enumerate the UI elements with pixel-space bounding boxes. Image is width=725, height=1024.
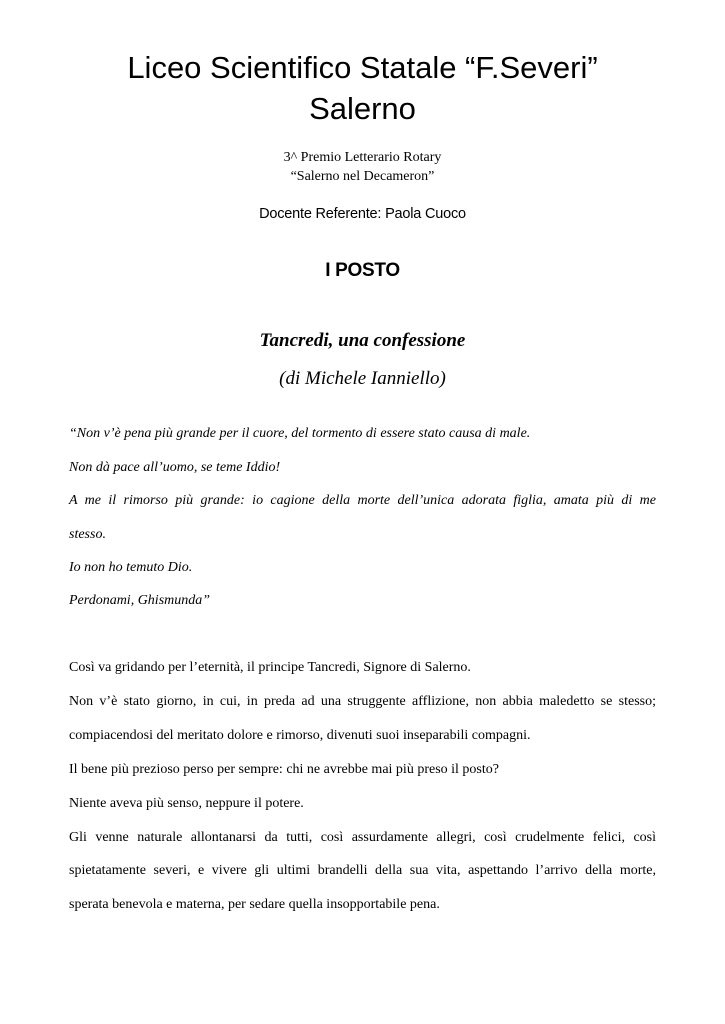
quote-line: “Non v’è pena più grande per il cuore, del tormento di essere stato causa di male. — [69, 426, 531, 441]
quote-line: Io non ho temuto Dio. — [69, 560, 193, 575]
body-line: Niente aveva più senso, neppure il potere. — [69, 796, 304, 811]
quote-line: Non dà pace all’uomo, se teme Iddio! — [69, 460, 281, 475]
quote-line: A me il rimorso più grande: io cagione della morte dell’unica adorata figlia, amata più di me — [69, 493, 656, 508]
body-line: Gli venne naturale allontanarsi da tutti, così assurdamente allegri, così crudelmente felici, così — [69, 830, 656, 845]
quote-line: stesso. — [69, 527, 106, 542]
school-name: Liceo Scientifico Statale “F.Severi” — [127, 50, 598, 85]
story-author: (di Michele Ianniello) — [279, 368, 446, 389]
teacher-referent: Docente Referente: Paola Cuoco — [259, 206, 466, 222]
body-line: sperata benevola e materna, per sedare quella insopportabile pena. — [69, 897, 440, 912]
prize-name: 3^ Premio Letterario Rotary — [283, 150, 442, 165]
quote-line: Perdonami, Ghismunda” — [69, 593, 211, 608]
award-place: I POSTO — [325, 260, 400, 281]
story-title: Tancredi, una confessione — [259, 330, 466, 351]
body-line: Non v’è stato giorno, in cui, in preda ad una struggente afflizione, non abbia maledetto se stesso; — [69, 694, 656, 709]
body-line: Così va gridando per l’eternità, il principe Tancredi, Signore di Salerno. — [69, 660, 471, 675]
body-line: compiacendosi del meritato dolore e rimorso, divenuti suoi inseparabili compagni. — [69, 728, 531, 743]
body-line: spietatamente severi, e vivere gli ultimi brandelli della sua vita, aspettando l’arrivo della morte, — [69, 863, 656, 878]
body-line: Il bene più prezioso perso per sempre: chi ne avrebbe mai più preso il posto? — [69, 762, 499, 777]
school-city: Salerno — [309, 91, 416, 126]
prize-theme: “Salerno nel Decameron” — [290, 169, 435, 184]
